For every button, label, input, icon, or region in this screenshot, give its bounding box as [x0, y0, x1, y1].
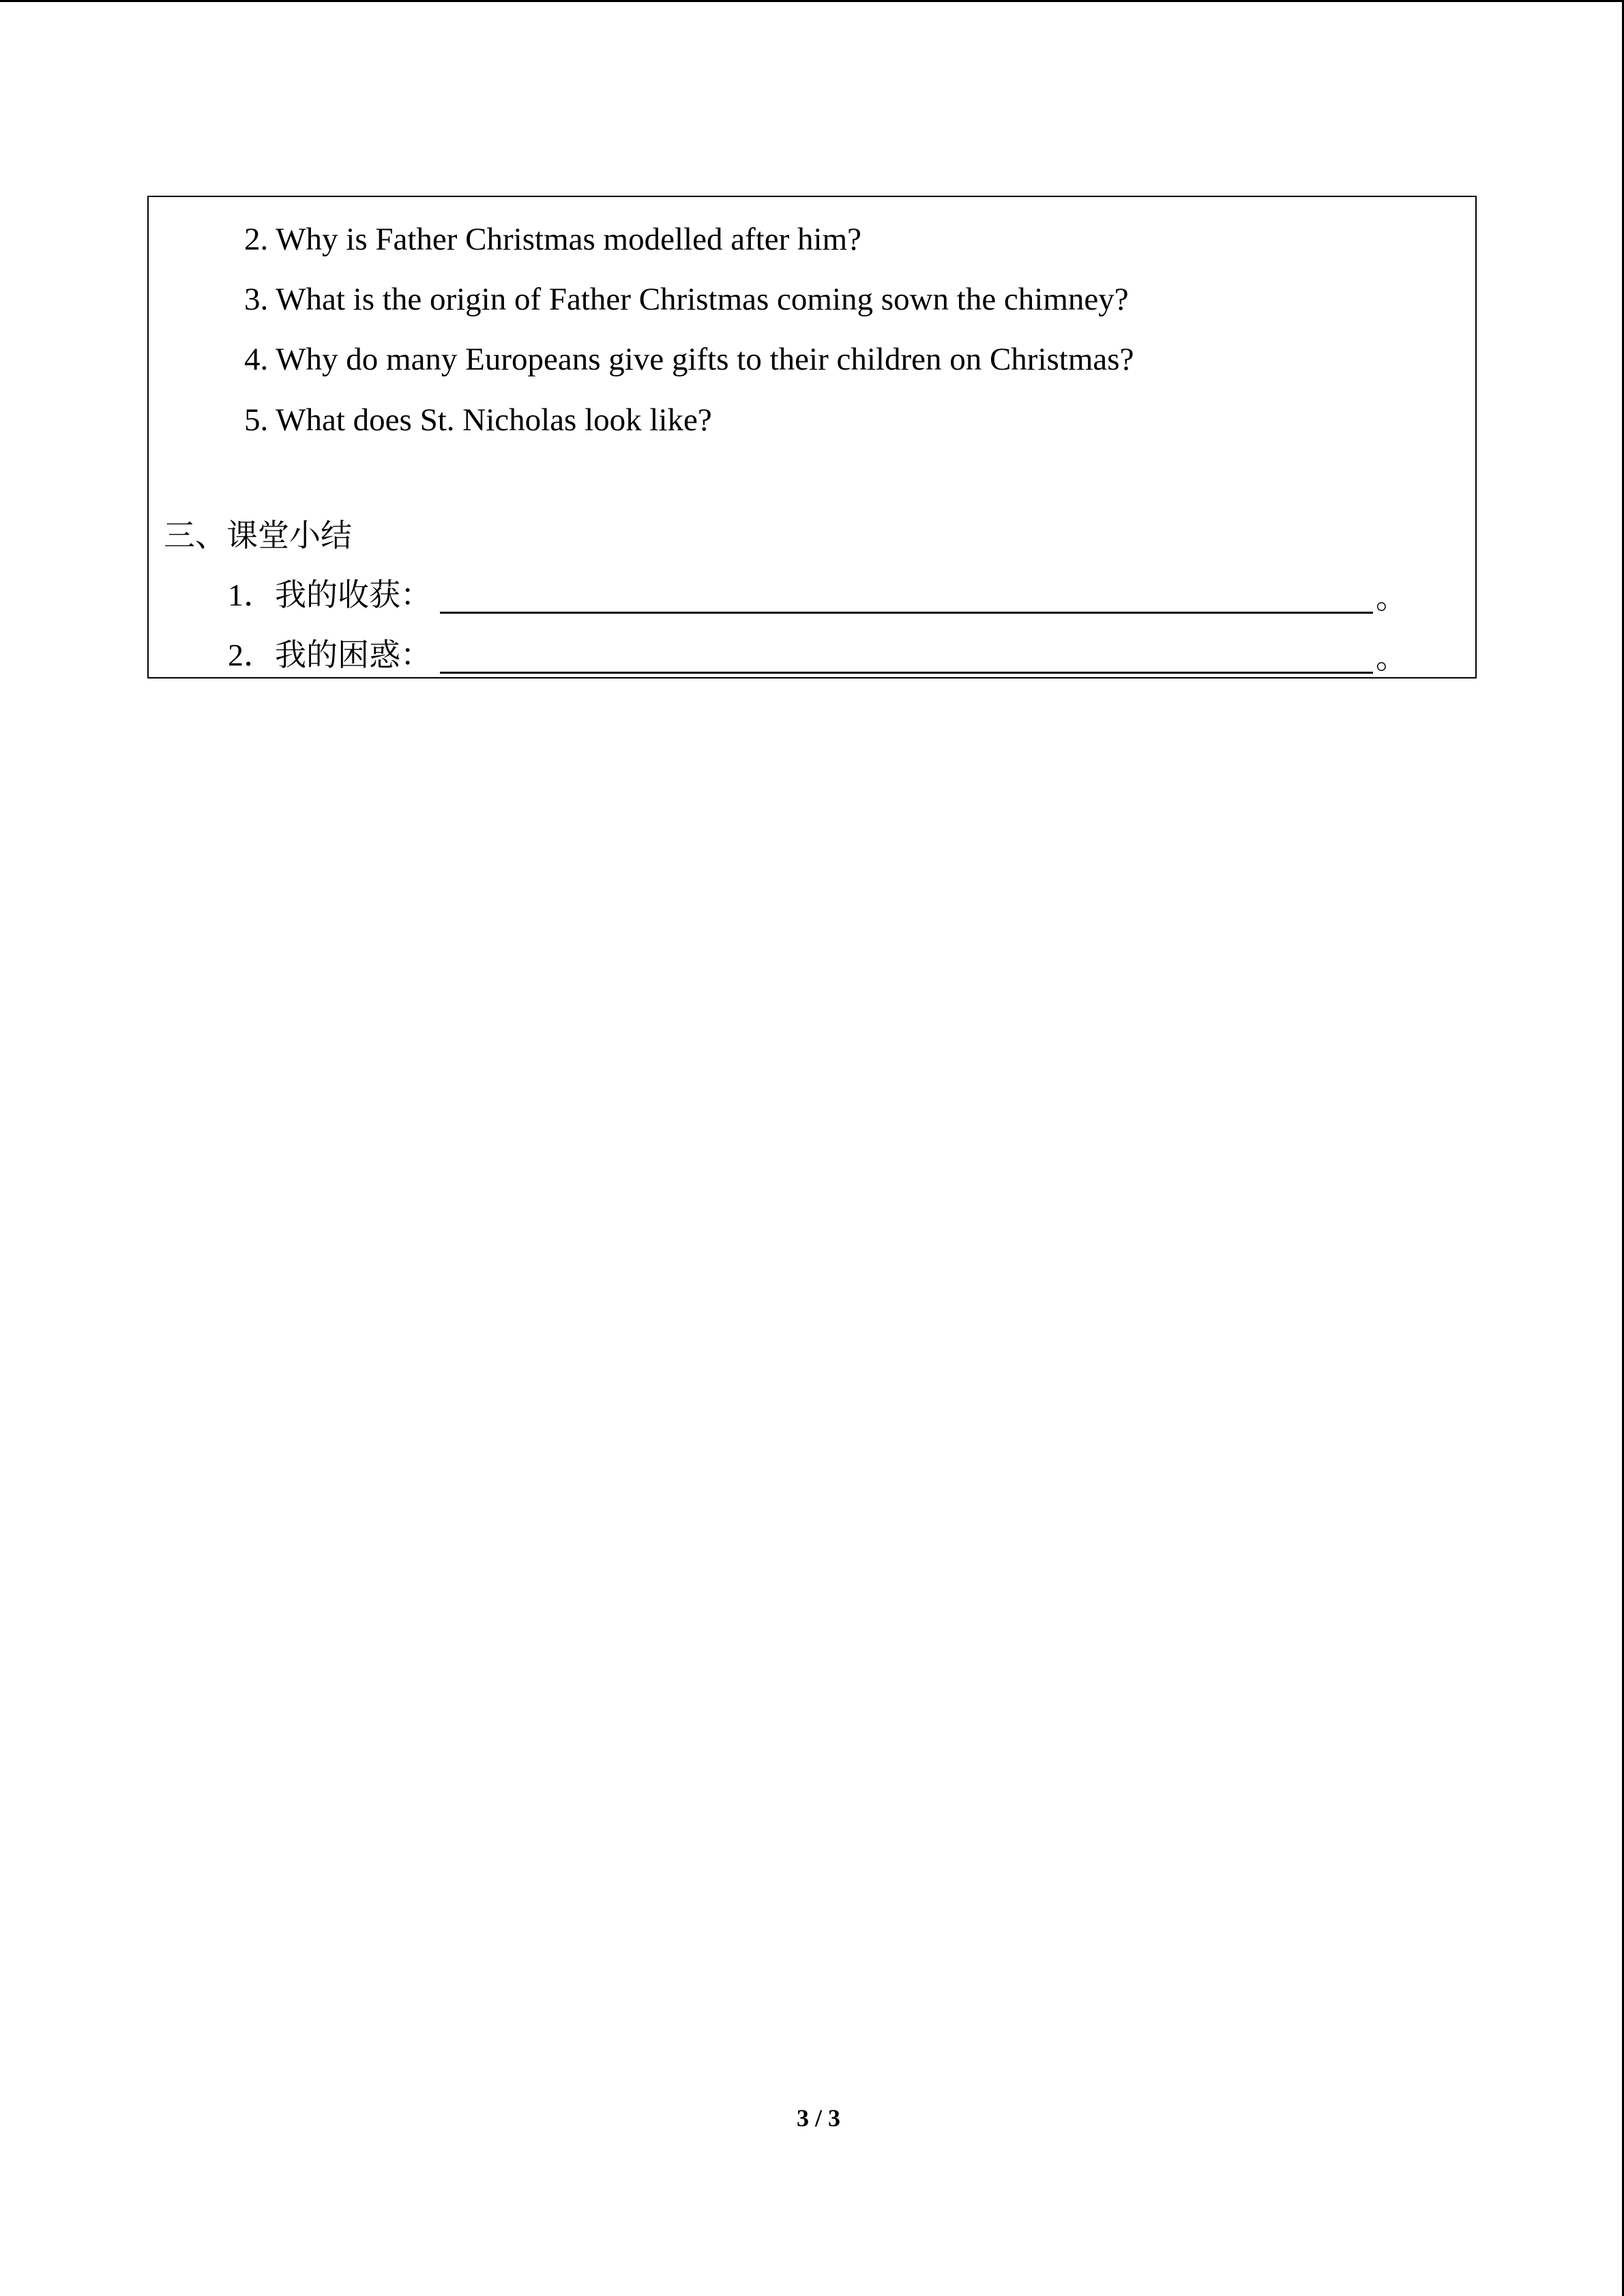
summary-gains-end-mark: 。 [1376, 580, 1407, 615]
summary-confusions-label: 2．我的困惑： [228, 638, 432, 672]
question-2: 2. Why is Father Christmas modelled after him? [244, 222, 862, 257]
class-summary-heading: 三、课堂小结 [164, 518, 352, 553]
page-number: 3 / 3 [796, 2104, 840, 2132]
summary-confusions-end-mark: 。 [1376, 640, 1407, 675]
question-5: 5. What does St. Nicholas look like? [244, 402, 712, 438]
summary-gains-row [0, 576, 1624, 617]
page-top-border [0, 0, 1624, 2]
question-4: 4. Why do many Europeans give gifts to their children on Christmas? [244, 342, 1134, 377]
summary-confusions-row [0, 636, 1624, 677]
summary-confusions-answer-line[interactable] [440, 672, 1373, 674]
question-3: 3. What is the origin of Father Christmas coming sown the chimney? [244, 282, 1129, 317]
summary-gains-answer-line[interactable] [440, 612, 1373, 614]
summary-gains-label: 1．我的收获： [228, 578, 432, 612]
